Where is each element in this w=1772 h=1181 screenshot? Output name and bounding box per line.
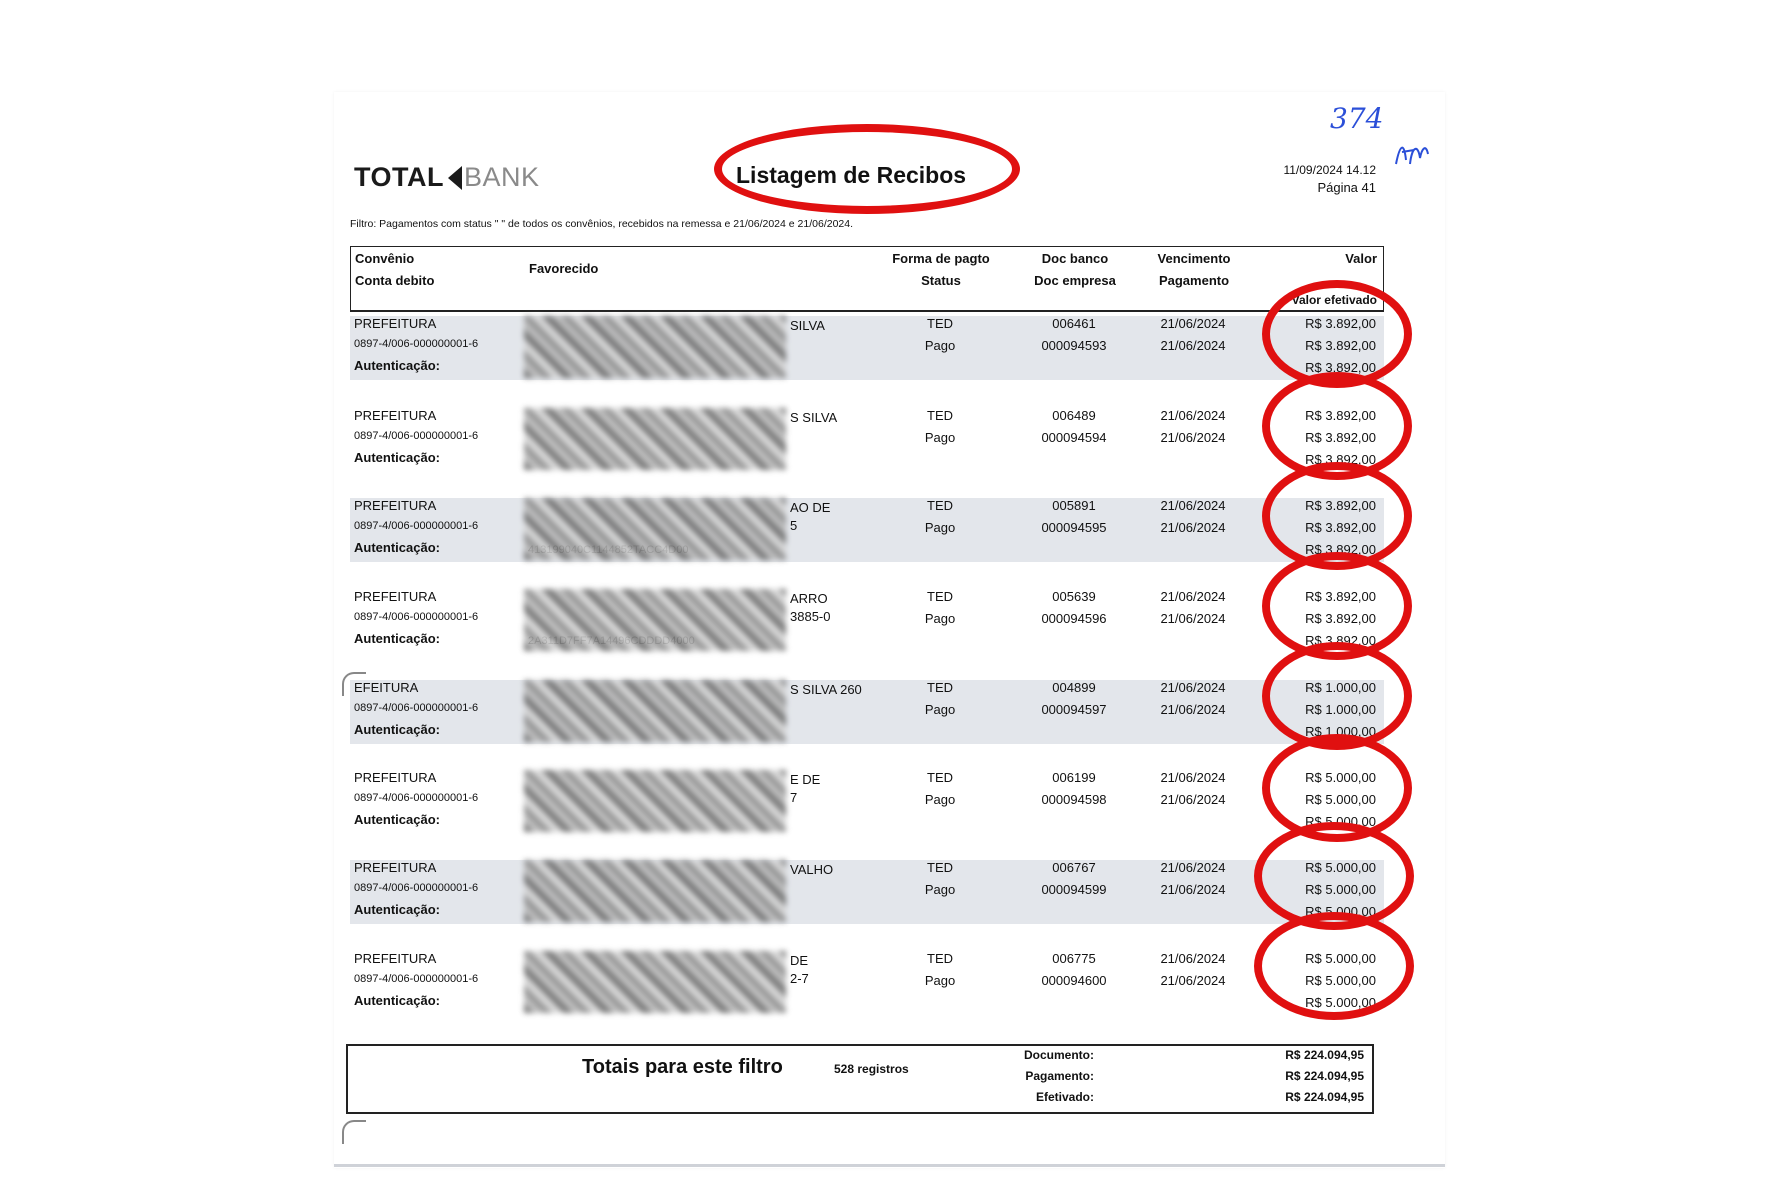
report-datetime: 11/09/2024 14.12 <box>1283 163 1376 177</box>
row-favorecido-line2: 5 <box>790 518 798 533</box>
value-red-circle-annotation <box>1254 912 1414 1020</box>
redacted-favorecido-blur <box>524 680 786 742</box>
row-pagamento: 21/06/2024 <box>1160 611 1226 626</box>
row-conta-debito: 0897-4/006-000000001-6 <box>354 611 479 623</box>
page-curl-mark <box>342 1120 366 1144</box>
row-favorecido: DE <box>790 953 809 968</box>
receipt-row <box>350 408 1384 472</box>
row-conta-debito: 0897-4/006-000000001-6 <box>354 882 479 894</box>
row-favorecido: E DE <box>790 772 821 787</box>
row-autenticacao-label: Autenticação: <box>354 902 440 917</box>
col-favorecido: Favorecido <box>529 261 599 276</box>
row-favorecido: ARRO <box>790 591 828 606</box>
row-valor-pagamento: R$ 3.892,00 <box>1305 338 1376 353</box>
row-autenticacao-label: Autenticação: <box>354 540 440 555</box>
redacted-favorecido-blur <box>524 951 786 1013</box>
row-status: Pago <box>924 520 956 535</box>
row-forma-pagto: TED <box>927 498 953 513</box>
row-doc-empresa: 000094594 <box>1041 430 1107 445</box>
row-forma-pagto: TED <box>927 408 953 423</box>
title-red-circle-annotation <box>714 124 1020 214</box>
row-status: Pago <box>924 611 956 626</box>
row-forma-pagto: TED <box>927 860 953 875</box>
row-valor: R$ 3.892,00 <box>1305 589 1376 604</box>
receipt-row <box>350 498 1384 562</box>
row-doc-empresa: 000094593 <box>1041 338 1107 353</box>
row-status: Pago <box>924 882 956 897</box>
receipt-row <box>350 860 1384 924</box>
row-favorecido-line2: 7 <box>790 790 798 805</box>
row-forma-pagto: TED <box>927 680 953 695</box>
row-valor: R$ 5.000,00 <box>1305 860 1376 875</box>
col-conta-debito: Conta debito <box>355 273 435 288</box>
row-status: Pago <box>924 973 956 988</box>
row-autenticacao-label: Autenticação: <box>354 993 440 1008</box>
col-doc-empresa: Doc empresa <box>1034 273 1116 288</box>
row-status: Pago <box>924 430 956 445</box>
row-pagamento: 21/06/2024 <box>1160 338 1226 353</box>
receipt-row <box>350 316 1384 380</box>
row-vencimento: 21/06/2024 <box>1160 498 1226 513</box>
row-convenio: PREFEITURA <box>354 770 437 785</box>
row-conta-debito: 0897-4/006-000000001-6 <box>354 792 479 804</box>
logo-text-left: TOTAL <box>354 162 444 192</box>
row-doc-empresa: 000094595 <box>1041 520 1107 535</box>
row-favorecido: SILVA <box>790 318 825 333</box>
row-valor-efetivado: R$ 5.000,00 <box>1305 904 1376 919</box>
row-pagamento: 21/06/2024 <box>1160 430 1226 445</box>
col-valor-efetivado: Valor efetivado <box>1291 293 1377 307</box>
totals-documento-label: Documento: <box>1024 1048 1094 1062</box>
col-status: Status <box>921 273 961 288</box>
page-curl-mark <box>342 672 366 696</box>
row-vencimento: 21/06/2024 <box>1160 589 1226 604</box>
row-autenticacao-label: Autenticação: <box>354 812 440 827</box>
row-doc-empresa: 000094598 <box>1041 792 1107 807</box>
col-pagamento: Pagamento <box>1158 273 1230 288</box>
row-doc-banco: 006775 <box>1052 951 1096 966</box>
receipt-row <box>350 589 1384 653</box>
row-vencimento: 21/06/2024 <box>1160 408 1226 423</box>
row-valor-pagamento: R$ 5.000,00 <box>1305 792 1376 807</box>
row-valor: R$ 5.000,00 <box>1305 951 1376 966</box>
filter-description: Filtro: Pagamentos com status " " de todos os convênios, recebidos na remessa e 21/06/2024 e 21/06/2024. <box>350 218 854 230</box>
logo-text-right: BANK <box>464 162 540 192</box>
row-conta-debito: 0897-4/006-000000001-6 <box>354 338 479 350</box>
row-status: Pago <box>924 792 956 807</box>
totals-efetivado-value: R$ 224.094,95 <box>1285 1090 1364 1104</box>
row-vencimento: 21/06/2024 <box>1160 860 1226 875</box>
row-favorecido-line2: 2-7 <box>790 971 809 986</box>
col-doc-banco: Doc banco <box>1041 251 1109 266</box>
row-valor-efetivado: R$ 3.892,00 <box>1305 452 1376 467</box>
bank-logo <box>354 162 540 193</box>
row-vencimento: 21/06/2024 <box>1160 680 1226 695</box>
row-doc-banco: 006199 <box>1052 770 1096 785</box>
page-bottom-edge <box>334 1164 1445 1167</box>
row-conta-debito: 0897-4/006-000000001-6 <box>354 973 479 985</box>
row-valor-efetivado: R$ 1.000,00 <box>1305 724 1376 739</box>
row-pagamento: 21/06/2024 <box>1160 882 1226 897</box>
row-convenio: PREFEITURA <box>354 316 437 331</box>
totals-box <box>346 1044 1374 1114</box>
table-header <box>350 246 1384 312</box>
row-valor-pagamento: R$ 5.000,00 <box>1305 882 1376 897</box>
row-forma-pagto: TED <box>927 316 953 331</box>
row-doc-banco: 006461 <box>1052 316 1096 331</box>
redacted-favorecido-blur <box>524 498 786 560</box>
row-favorecido: VALHO <box>790 862 834 877</box>
row-valor-pagamento: R$ 3.892,00 <box>1305 611 1376 626</box>
row-conta-debito: 0897-4/006-000000001-6 <box>354 430 479 442</box>
row-doc-banco: 006489 <box>1052 408 1096 423</box>
col-convenio: Convênio <box>355 251 415 266</box>
row-convenio: EFEITURA <box>354 680 419 695</box>
row-favorecido: S SILVA 260 <box>790 682 862 697</box>
row-doc-empresa: 000094600 <box>1041 973 1107 988</box>
row-valor: R$ 5.000,00 <box>1305 770 1376 785</box>
row-favorecido-line2: 3885-0 <box>790 609 831 624</box>
row-autenticacao-label: Autenticação: <box>354 358 440 373</box>
row-valor: R$ 1.000,00 <box>1305 680 1376 695</box>
col-vencimento: Vencimento <box>1157 251 1231 266</box>
row-valor: R$ 3.892,00 <box>1305 408 1376 423</box>
row-pagamento: 21/06/2024 <box>1160 520 1226 535</box>
handwritten-page-number: 374 <box>1330 102 1384 135</box>
row-favorecido: S SILVA <box>790 410 838 425</box>
receipt-row <box>350 680 1384 744</box>
row-valor: R$ 3.892,00 <box>1305 498 1376 513</box>
row-doc-banco: 006767 <box>1052 860 1096 875</box>
row-doc-banco: 005639 <box>1052 589 1096 604</box>
row-favorecido: AO DE <box>790 500 831 515</box>
totals-pagamento-label: Pagamento: <box>1025 1069 1094 1083</box>
row-valor-efetivado: R$ 3.892,00 <box>1305 633 1376 648</box>
row-doc-empresa: 000094599 <box>1041 882 1107 897</box>
row-forma-pagto: TED <box>927 589 953 604</box>
receipt-row <box>350 770 1384 834</box>
row-convenio: PREFEITURA <box>354 951 437 966</box>
row-status: Pago <box>924 702 956 717</box>
row-valor-efetivado: R$ 5.000,00 <box>1305 995 1376 1010</box>
row-vencimento: 21/06/2024 <box>1160 316 1226 331</box>
page-title: Listagem de Recibos <box>736 162 967 188</box>
row-pagamento: 21/06/2024 <box>1160 973 1226 988</box>
redacted-favorecido-blur <box>524 860 786 922</box>
row-status: Pago <box>924 338 956 353</box>
logo-arrow-icon <box>448 166 462 190</box>
row-valor-efetivado: R$ 3.892,00 <box>1305 360 1376 375</box>
row-vencimento: 21/06/2024 <box>1160 770 1226 785</box>
row-valor-pagamento: R$ 1.000,00 <box>1305 702 1376 717</box>
redacted-favorecido-blur <box>524 589 786 651</box>
row-convenio: PREFEITURA <box>354 589 437 604</box>
row-pagamento: 21/06/2024 <box>1160 702 1226 717</box>
row-autenticacao-label: Autenticação: <box>354 450 440 465</box>
row-pagamento: 21/06/2024 <box>1160 792 1226 807</box>
row-valor-pagamento: R$ 3.892,00 <box>1305 520 1376 535</box>
handwritten-initials-signature <box>1392 134 1432 174</box>
row-autenticacao-label: Autenticação: <box>354 722 440 737</box>
row-convenio: PREFEITURA <box>354 498 437 513</box>
totals-efetivado-label: Efetivado: <box>1035 1090 1094 1104</box>
row-autenticacao-label: Autenticação: <box>354 631 440 646</box>
row-vencimento: 21/06/2024 <box>1160 951 1226 966</box>
row-convenio: PREFEITURA <box>354 860 437 875</box>
redacted-favorecido-blur <box>524 316 786 378</box>
totals-registros: 528 registros <box>834 1062 909 1076</box>
row-conta-debito: 0897-4/006-000000001-6 <box>354 702 479 714</box>
row-forma-pagto: TED <box>927 951 953 966</box>
row-valor: R$ 3.892,00 <box>1305 316 1376 331</box>
row-doc-empresa: 000094596 <box>1041 611 1107 626</box>
row-forma-pagto: TED <box>927 770 953 785</box>
row-valor-efetivado: R$ 3.892,00 <box>1305 542 1376 557</box>
row-doc-banco: 004899 <box>1052 680 1096 695</box>
row-valor-pagamento: R$ 5.000,00 <box>1305 973 1376 988</box>
redacted-favorecido-blur <box>524 408 786 470</box>
row-valor-efetivado: R$ 5.000,00 <box>1305 814 1376 829</box>
col-valor: Valor <box>1345 251 1377 266</box>
row-doc-banco: 005891 <box>1052 498 1096 513</box>
totals-documento-value: R$ 224.094,95 <box>1285 1048 1364 1062</box>
page-number: Página 41 <box>1317 180 1376 195</box>
totals-label: Totais para este filtro <box>582 1056 783 1078</box>
col-forma-pagto: Forma de pagto <box>892 251 990 266</box>
row-valor-pagamento: R$ 3.892,00 <box>1305 430 1376 445</box>
row-doc-empresa: 000094597 <box>1041 702 1107 717</box>
receipt-row <box>350 951 1384 1015</box>
row-conta-debito: 0897-4/006-000000001-6 <box>354 520 479 532</box>
totals-pagamento-value: R$ 224.094,95 <box>1285 1069 1364 1083</box>
redacted-favorecido-blur <box>524 770 786 832</box>
row-convenio: PREFEITURA <box>354 408 437 423</box>
